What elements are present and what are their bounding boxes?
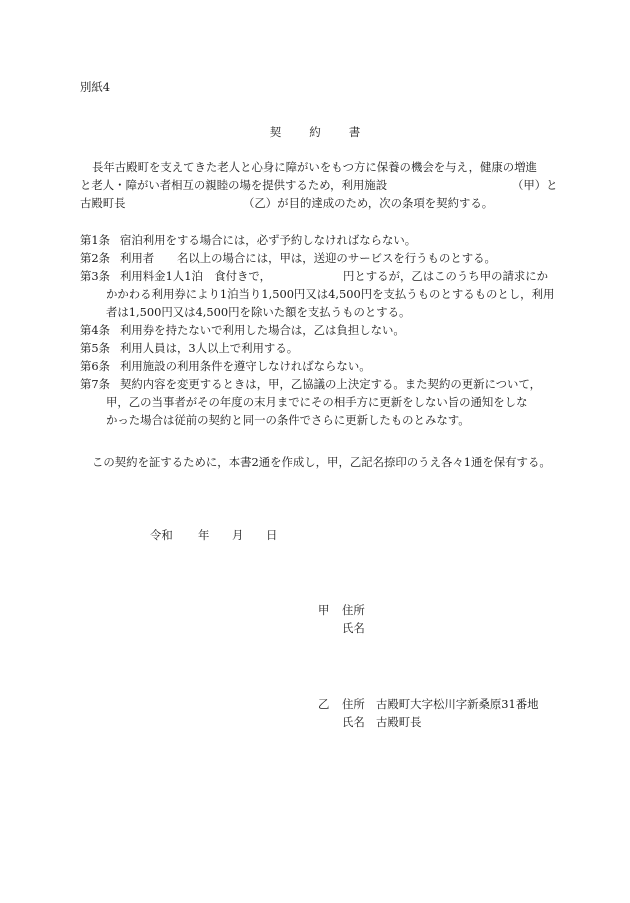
article-2-number: 第2条 <box>80 251 111 265</box>
article-4-number: 第4条 <box>80 323 111 337</box>
article-7-text: 甲，乙の当事者がその年度の末月までにその相手方に更新をしない旨の通知をしな <box>106 395 528 409</box>
article-3-text: 利用料金1人1泊 食付きで， <box>120 269 271 283</box>
article-7-text: 契約内容を変更するときは，甲，乙協議の上決定する。また契約の更新について， <box>120 377 541 391</box>
article-3-number: 第3条 <box>80 269 111 283</box>
party-a-mark: 甲 <box>318 603 330 617</box>
party-a-name-label: 氏名 <box>342 621 365 635</box>
intro-line-2: と老人・障がい者相互の親睦の場を提供するため，利用施設 <box>80 178 388 192</box>
intro-line-1: 長年古殿町を支えてきた老人と心身に障がいをもつ方に保養の機会を与え，健康の増進 <box>92 160 537 174</box>
party-b-address: 古殿町大字松川字新桑原31番地 <box>376 697 539 711</box>
closing-statement: この契約を証するために，本書2通を作成し，甲，乙記名捺印のうえ各々1通を保有する。 <box>92 455 551 469</box>
article-4-text: 利用券を持たないで利用した場合は，乙は負担しない。 <box>120 323 405 337</box>
party-b-name: 古殿町長 <box>376 715 422 729</box>
party-b-mark: 乙 <box>318 697 330 711</box>
article-6-number: 第6条 <box>80 359 111 373</box>
date-year: 年 <box>198 528 210 542</box>
intro-line-3: 古殿町長 <box>80 196 126 210</box>
article-7-number: 第7条 <box>80 377 111 391</box>
date-era: 令和 <box>150 528 173 542</box>
article-1-text: 宿泊利用をする場合には，必ず予約しなければならない。 <box>120 233 417 247</box>
party-b-name-label: 氏名 <box>342 715 365 729</box>
title-char: 約 <box>309 125 321 139</box>
date-day: 日 <box>266 528 278 542</box>
title-char: 書 <box>348 125 361 139</box>
article-7-text: かった場合は従前の契約と同一の条件でさらに更新したものとみなす。 <box>106 413 470 427</box>
article-2-text: 利用者 名以上の場合には，甲は，送迎のサービスを行うものとする。 <box>120 251 496 265</box>
date-month: 月 <box>232 528 244 542</box>
article-5-number: 第5条 <box>80 341 111 355</box>
article-5-text: 利用人員は，3人以上で利用する。 <box>120 341 299 355</box>
article-3-text: かかわる利用券により1泊当り1,500円又は4,500円を支払うものとするものとし，利用 <box>106 287 555 301</box>
article-3-text-cont: 円とするが，乙はこのうち甲の請求にか <box>343 269 549 283</box>
article-1-number: 第1条 <box>80 233 111 247</box>
intro-line-2-party-a: （甲）と <box>512 178 558 192</box>
intro-line-3-party-b: （乙）が目的達成のため，次の条項を契約する。 <box>243 196 494 210</box>
article-3-text: 者は1,500円又は4,500円を除いた額を支払うものとする。 <box>106 305 411 319</box>
document-title <box>0 124 630 140</box>
article-6-text: 利用施設の利用条件を遵守しなければならない。 <box>120 359 371 373</box>
annex-label: 別紙4 <box>80 80 111 94</box>
party-a-address-label: 住所 <box>342 603 365 617</box>
party-b-address-label: 住所 <box>342 697 365 711</box>
title-char: 契 <box>269 125 282 139</box>
